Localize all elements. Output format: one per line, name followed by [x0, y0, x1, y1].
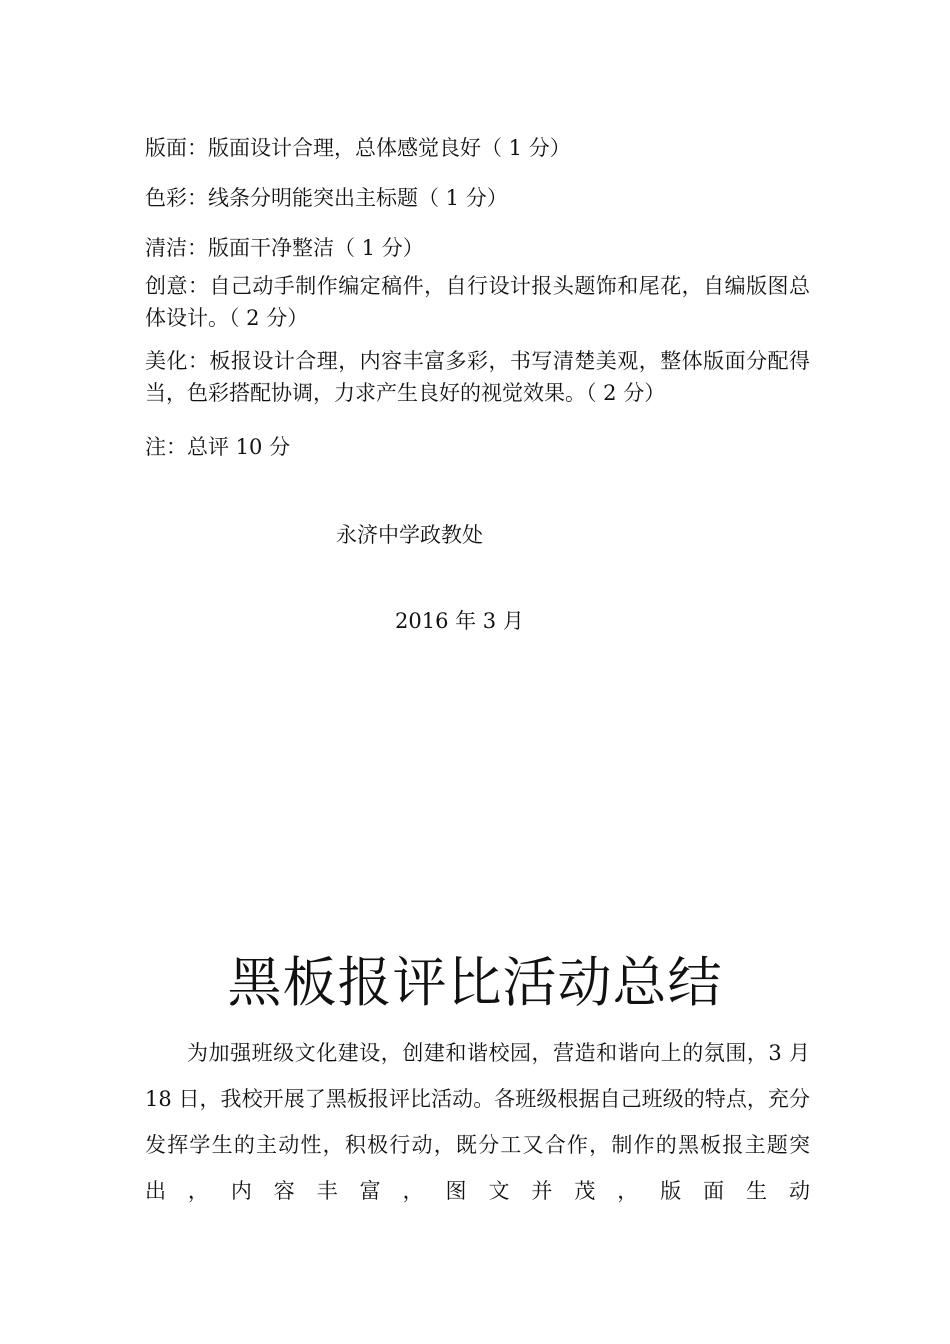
criterion-color: 色彩：线条分明能突出主标题（ 1 分） — [145, 186, 508, 210]
criterion-beautification: 美化：板报设计合理，内容丰富多彩，书写清楚美观，整体版面分配得当，色彩搭配协调，力求产生良好的视觉效果。（ 2 分） — [145, 349, 810, 405]
criterion-layout: 版面：版面设计合理，总体感觉良好（ 1 分） — [145, 136, 571, 160]
criterion-creativity: 创意：自己动手制作编定稿件，自行设计报头题饰和尾花，自编版图总体设计。（ 2 分） — [145, 274, 810, 330]
summary-title: 黑板报评比活动总结 — [227, 951, 723, 1014]
issuer-name: 永济中学政教处 — [336, 523, 483, 547]
issue-date: 2016 年 3 月 — [395, 609, 524, 633]
summary-body: 为加强班级文化建设，创建和谐校园，营造和谐向上的氛围，3 月 18 日，我校开展了黑板报评比活动。各班级根据自己班级的特点，充分发挥学生的主动性，积极行动，既分工又合作，制作的黑板报主题突出，内容丰富，图文并茂，版面生动 — [145, 1041, 810, 1203]
criterion-cleanliness: 清洁：版面干净整洁（ 1 分） — [145, 236, 424, 260]
total-score-note: 注：总评 10 分 — [145, 435, 291, 459]
